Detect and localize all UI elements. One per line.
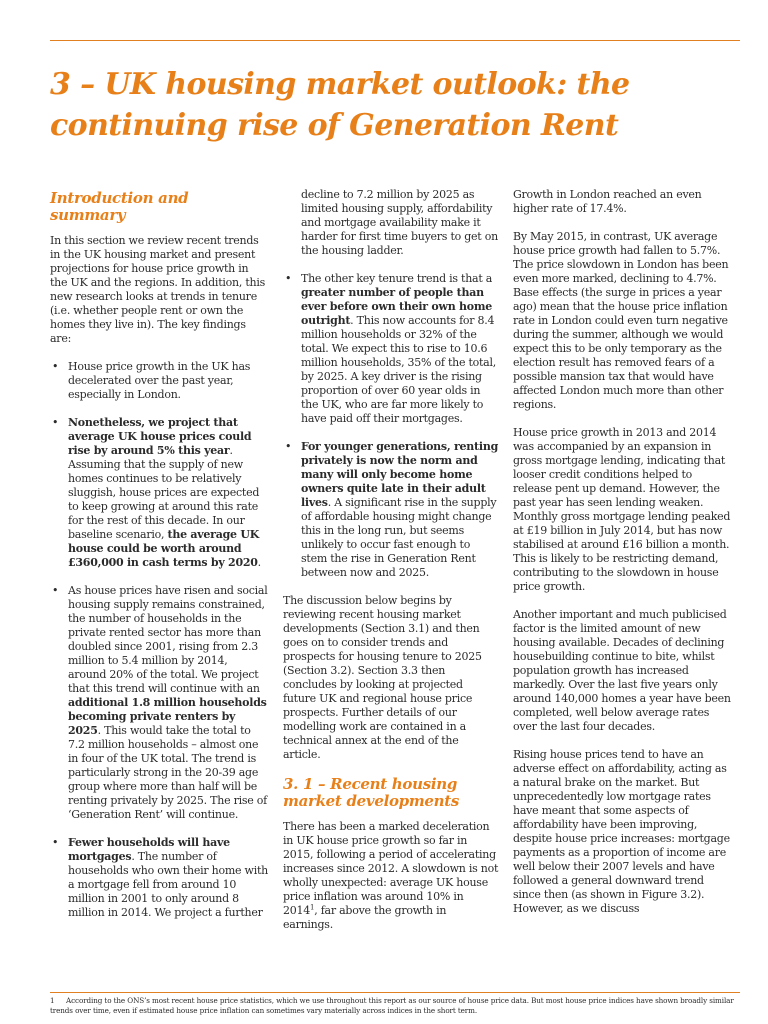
paragraph-housing-supply: Another important and much publicised factor is the limited amount of new housing available. Decades of declining housebuilding continue to bite, whilst population growth has increased markedly. Over the last five years only around 140,000 homes a year have been completed, well below average rates over the last four decades. bbox=[513, 608, 731, 733]
footnote-marker[interactable]: 1 bbox=[310, 903, 315, 912]
tenure-findings-list bbox=[283, 272, 499, 580]
section-heading-intro: Introduction and summary bbox=[50, 189, 189, 224]
list-item-continuation: decline to 7.2 million by 2025 as limited housing supply, affordability and mortgage availability make it harder for first time buyers to get on the housing ladder. bbox=[301, 188, 498, 257]
column-middle bbox=[283, 188, 499, 946]
paragraph-mortgage-lending: House price growth in 2013 and 2014 was accompanied by an expansion in gross mortgage lending, indicating that looser credit conditions helped to release pent up demand. However, the past year has seen lending weaken. Monthly gross mortgage lending peaked at £19 billion in July 2014, but has now stabilised at around £16 billion a month. This is likely to be restricting demand, contributing to the slowdown in house price growth. bbox=[513, 426, 731, 593]
deceleration-paragraph: There has been a marked deceleration in UK house price growth so far in 2015, following a period of accelerating increases since 2012. A slowdown is not wholly unexpected: average UK house price inflation was around 10% in 2014$^1$, far above the growth in earnings. bbox=[283, 820, 499, 931]
list-item: • For younger generations, renting privately is now the norm and many will only become home owners quite late in their adult lives. A significant rise in the supply of affordable housing might change this in the long run, but seems unlikely to occur fast enough to stem the rise in Generation Rent between now and 2025. bbox=[283, 440, 499, 580]
section-heading-3-1: 3. 1 – Recent housing market developments bbox=[283, 775, 460, 810]
paragraph-london-growth: Growth in London reached an even higher rate of 17.4%. bbox=[513, 188, 702, 215]
paragraph-may-2015: By May 2015, in contrast, UK average house price growth had fallen to 5.7%. The price slowdown in London has been even more marked, declining to 4.7%. Base effects (the surge in prices a year ago) mean that the house price inflation rate in London could even turn negative during the summer, although we would expect this to be only temporary as the election result has removed fears of a possible mansion tax that would have affected London much more than other regions. bbox=[513, 230, 729, 411]
page-title: 3 – UK housing market outlook: the continuing rise of Generation Rent bbox=[50, 67, 630, 143]
list-item: • Nonetheless, we project that average UK house prices could rise by around 5% this year. Assuming that the supply of new homes continues to be relatively sluggish, house prices are expected to keep growing at around this rate for the rest of this decade. In our baseline scenario, the average UK house could be worth around £360,000 in cash terms by 2020. bbox=[50, 416, 268, 570]
footnote-text: According to the ONS’s most recent house price statistics, which we use throughout this report as our source of house price data. But most house price indices have shown broadly similar trends over time, even if estimated house price inflation can sometimes vary materially across indices in the short term. bbox=[50, 996, 734, 1015]
list-item: • As house prices have risen and social housing supply remains constrained, the number of households in the private rented sector has more than doubled since 2001, rising from 2.3 million to 5.4 million by 2014, around 20% of the total. We project that this trend will continue with an additional 1.8 million households becoming private renters by 2025. This would take the total to 7.2 million households – almost one in four of the UK total. The trend is particularly strong in the 20-39 age group where more than half will be renting privately by 2025. The rise of ‘Generation Rent’ will continue. bbox=[50, 584, 268, 822]
paragraph-affordability: Rising house prices tend to have an adverse effect on affordability, acting as a natural brake on the market. But unprecedentedly low mortgage rates have meant that some aspects of affordability have been improving, despite house price increases: mortgage payments as a proportion of income are well below their 2007 levels and have followed a general downward trend since then (as shown in Figure 3.2). However, as we discuss bbox=[513, 748, 730, 915]
intro-paragraph: In this section we review recent trends in the UK housing market and present projections for house price growth in the UK and the regions. In addition, this new research looks at trends in tenure (i.e. whether people rent or own the homes they live in). The key findings are: bbox=[50, 234, 266, 345]
footnote-rule bbox=[50, 992, 740, 993]
list-item: • Fewer households will have mortgages. The number of households who own their home with a mortgage fell from around 10 million in 2001 to only around 8 million in 2014. We project a further bbox=[50, 836, 268, 920]
column-right bbox=[513, 188, 731, 930]
footnote bbox=[50, 996, 740, 1016]
list-item: • The other key tenure trend is that a greater number of people than ever before own their own home outright. This now accounts for 8.4 million households or 32% of the total. We expect this to rise to 10.6 million households, 35% of the total, by 2025. A key driver is the rising proportion of over 60 year olds in the UK, who are far more likely to have paid off their mortgages. bbox=[283, 272, 499, 426]
discussion-paragraph: The discussion below begins by reviewing recent housing market developments (Section 3.1) and then goes on to consider trends and prospects for housing tenure to 2025 (Section 3.2). Section 3.3 then concludes by looking at projected future UK and regional house price prospects. Further details of our modelling work are contained in a technical annex at the end of the article. bbox=[283, 594, 482, 761]
footnote-number: 1 bbox=[50, 996, 55, 1005]
list-item: • House price growth in the UK has decelerated over the past year, especially in London. bbox=[50, 360, 268, 402]
column-left bbox=[50, 188, 268, 934]
key-findings-list bbox=[50, 360, 268, 920]
top-rule bbox=[50, 40, 740, 41]
